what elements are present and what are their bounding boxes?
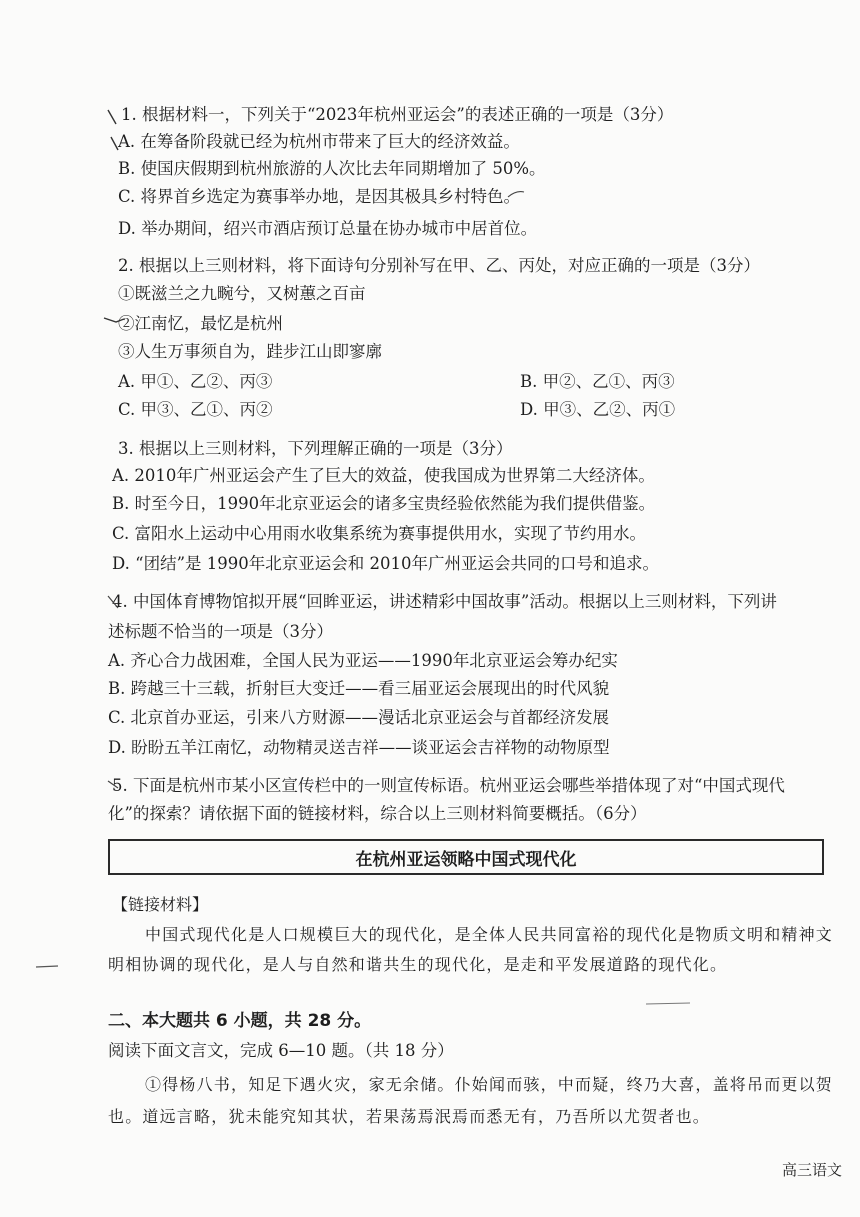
q4-stem-line-2: 述标题不恰当的一项是（3分） — [108, 622, 333, 641]
q3-option-d: D. “团结”是 1990年北京亚运会和 2010年广州亚运会共同的口号和追求。 — [112, 554, 659, 573]
classical-passage-line-2: 也。道远言略，犹未能究知其状，若果荡焉泯焉而悉无有，乃吾所以尤贺者也。 — [108, 1107, 711, 1126]
slogan-banner: 在杭州亚运领略中国式现代化 — [108, 839, 824, 875]
section-2-instruction: 阅读下面文言文，完成 6—10 题。（共 18 分） — [108, 1041, 454, 1060]
q3-option-c: C. 富阳水上运动中心用雨水收集系统为赛事提供用水，实现了节约用水。 — [112, 524, 647, 543]
q2-option-a: A. 甲①、乙②、丙③ — [118, 372, 273, 391]
q1-option-b: B. 使国庆假期到杭州旅游的人次比去年同期增加了 50%。 — [118, 159, 546, 178]
q2-verse-2: ②江南忆，最忆是杭州 — [118, 314, 283, 333]
q1-option-c: C. 将界首乡选定为赛事举办地，是因其极具乡村特色。 — [118, 187, 521, 206]
q2-stem: 2. 根据以上三则材料，将下面诗句分别补写在甲、乙、丙处，对应正确的一项是（3分） — [118, 256, 760, 275]
q2-option-b: B. 甲②、乙①、丙③ — [520, 372, 675, 391]
q2-option-c: C. 甲③、乙①、丙② — [118, 400, 273, 419]
pen-mark-q1 — [108, 110, 118, 150]
q4-option-a: A. 齐心合力战困难，全国人民为亚运——1990年北京亚运会筹办纪实 — [108, 651, 618, 670]
link-material-label: 【链接材料】 — [112, 895, 209, 914]
q4-stem-line-1: 4. 中国体育博物馆拟开展“回眸亚运，讲述精彩中国故事”活动。根据以上三则材料，下列讲 — [112, 592, 777, 611]
q2-verse-1: ①既滋兰之九畹兮，又树蕙之百亩 — [118, 284, 366, 303]
q2-option-d: D. 甲③、乙②、丙① — [520, 400, 676, 419]
q4-option-c: C. 北京首办亚运，引来八方财源——漫话北京亚运会与首都经济发展 — [108, 708, 610, 727]
q3-option-b: B. 时至今日，1990年北京亚运会的诸多宝贵经验依然能为我们提供借鉴。 — [112, 494, 656, 513]
section-2-heading: 二、本大题共 6 小题，共 28 分。 — [108, 1011, 372, 1031]
scan-mark-left — [36, 966, 58, 967]
q3-stem: 3. 根据以上三则材料，下列理解正确的一项是（3分） — [118, 439, 513, 458]
q4-option-b: B. 跨越三十三载，折射巨大变迁——看三届亚运会展现出的时代风貌 — [108, 679, 610, 698]
q1-option-d: D. 举办期间，绍兴市酒店预订总量在协办城市中居首位。 — [118, 219, 538, 238]
classical-passage-line-1: ①得杨八书，知足下遇火灾，家无余储。仆始闻而骇，中而疑，终乃大喜，盖将吊而更以贺 — [145, 1075, 834, 1094]
q5-stem-line-1: 5. 下面是杭州市某小区宣传栏中的一则宣传标语。杭州亚运会哪些举措体现了对“中国式现代 — [112, 776, 785, 795]
q4-option-d: D. 盼盼五羊江南忆，动物精灵送吉祥——谈亚运会吉祥物的动物原型 — [108, 738, 610, 757]
page-footer: 高三语文 — [781, 1161, 842, 1179]
q1-stem: 1. 根据材料一，下列关于“2023年杭州亚运会”的表述正确的一项是（3分） — [121, 105, 674, 124]
q5-stem-line-2: 化”的探索？请依据下面的链接材料，综合以上三则材料简要概括。（6分） — [108, 804, 647, 823]
q2-verse-3: ③人生万事须自为，跬步江山即寥廓 — [118, 342, 382, 361]
link-material-line-1: 中国式现代化是人口规模巨大的现代化，是全体人民共同富裕的现代化是物质文明和精神文 — [145, 925, 834, 944]
scan-mark-right — [646, 1003, 690, 1004]
q1-option-a: A. 在筹备阶段就已经为杭州市带来了巨大的经济效益。 — [118, 132, 520, 151]
q3-option-a: A. 2010年广州亚运会产生了巨大的效益，使我国成为世界第二大经济体。 — [112, 466, 655, 485]
link-material-line-2: 明相协调的现代化，是人与自然和谐共生的现代化，是走和平发展道路的现代化。 — [108, 955, 728, 974]
